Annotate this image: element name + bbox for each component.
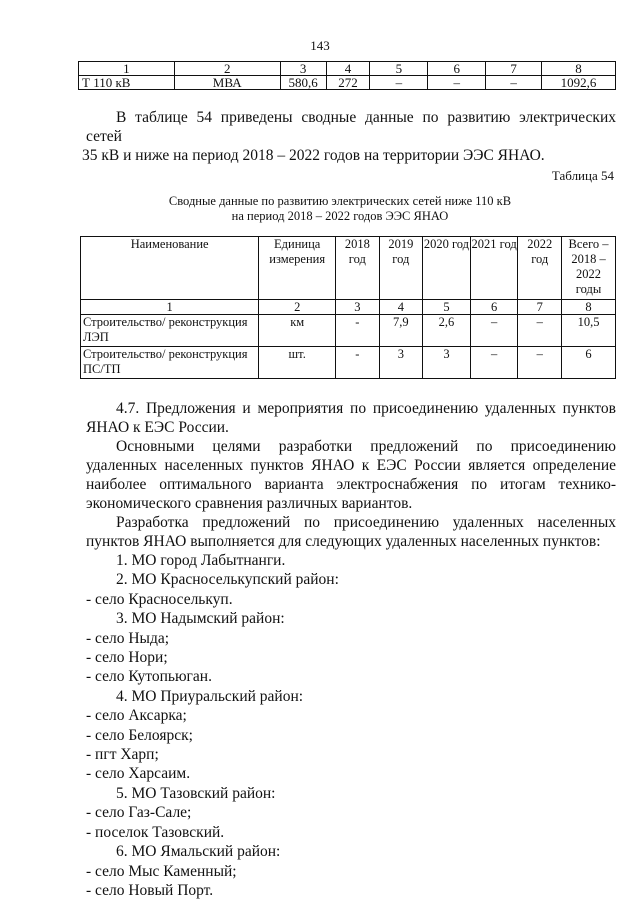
table-header-row	[81, 237, 616, 300]
list-item: - поселок Тазовский.	[86, 823, 225, 841]
table-cell: МВА	[174, 76, 280, 90]
table-cell: 8	[562, 300, 616, 315]
table-cell: 4	[326, 62, 370, 76]
table-cell: -	[336, 347, 380, 379]
table-title-line-2: на период 2018 – 2022 годов ЭЭС ЯНАО	[231, 209, 449, 223]
table-cell: 3	[336, 300, 380, 315]
list-heading-item: 3. МО Надымский район:	[116, 610, 285, 628]
section-heading: 4.7. Предложения и мероприятия по присоединению удаленных пунктов ЯНАО к ЕЭС России.	[86, 400, 616, 436]
table-cell: –	[428, 76, 486, 90]
table-cell: 3	[280, 62, 326, 76]
table-cell: шт.	[259, 347, 336, 379]
table-cell: -	[336, 315, 380, 347]
table-cell: 4	[379, 300, 423, 315]
column-header-2018: 2018 год	[336, 237, 380, 300]
list-heading-item: 4. МО Приуральский район:	[116, 687, 304, 705]
list-item: - пгт Харп;	[86, 746, 159, 764]
list-heading-item: 5. МО Тазовский район:	[116, 784, 276, 802]
intro-paragraph	[82, 108, 616, 165]
table-cell: –	[518, 347, 562, 379]
table-row	[81, 347, 616, 379]
list-heading-item: 1. МО город Лабытнанги.	[116, 552, 286, 569]
column-header-2019: 2019 год	[379, 237, 423, 300]
table-cell: 10,5	[562, 315, 616, 347]
list-item: - село Аксарка;	[86, 707, 187, 725]
table-cell: Т 110 кВ	[79, 76, 175, 90]
list-heading-item: 6. МО Ямальский район:	[116, 843, 281, 861]
continuation-table	[78, 61, 616, 90]
table-cell: км	[259, 315, 336, 347]
table-cell: 3	[379, 347, 423, 379]
column-header-2020: 2020 год	[423, 237, 471, 300]
intro-line-1: В таблице 54 приведены сводные данные по развитию электрических сетей	[86, 109, 616, 145]
list-item: - село Ныда;	[86, 629, 170, 647]
table-cell: 1092,6	[542, 76, 616, 90]
table-cell: 6	[562, 347, 616, 379]
table-cell: 5	[370, 62, 428, 76]
column-number-row	[81, 300, 616, 315]
list-item: - село Мыс Каменный;	[86, 862, 237, 880]
table-cell: 1	[79, 62, 175, 76]
list-item: - село Нори;	[86, 649, 168, 667]
table-cell: 1	[81, 300, 259, 315]
list-item: - село Кутопьюган.	[86, 668, 212, 686]
list-item: - село Харсаим.	[86, 765, 191, 783]
page-number: 143	[310, 38, 330, 53]
main-content	[86, 399, 616, 900]
list-heading-item: 2. МО Красноселькупский район:	[116, 571, 339, 589]
table-cell: 6	[428, 62, 486, 76]
list-item: - село Красноселькуп.	[86, 590, 233, 608]
table-cell: 2	[259, 300, 336, 315]
row-name: Строительство/ реконструкция ПС/ТП	[81, 347, 259, 379]
table-cell: 3	[423, 347, 471, 379]
table-title-line-1: Сводные данные по развитию электрических сетей ниже 110 кВ	[168, 194, 512, 208]
row-name: Строительство/ реконструкция ЛЭП	[81, 315, 259, 347]
table-header-row	[79, 62, 616, 76]
settlement-list	[86, 551, 616, 900]
table-row	[79, 76, 616, 90]
column-header-name: Наименование	[81, 237, 259, 300]
list-item: - село Газ-Сале;	[86, 804, 192, 822]
table-cell: 2	[174, 62, 280, 76]
column-header-2022: 2022 год	[518, 237, 562, 300]
list-item: - село Новый Порт.	[86, 881, 214, 899]
table-cell: –	[470, 347, 518, 379]
table-cell: 7	[486, 62, 542, 76]
table-cell: –	[486, 76, 542, 90]
table-title	[80, 194, 600, 224]
column-header-total: Всего – 2018 – 2022 годы	[562, 237, 616, 300]
table-cell: –	[518, 315, 562, 347]
column-header-2021: 2021 год	[470, 237, 518, 300]
table-row	[81, 315, 616, 347]
table-cell: 7,9	[379, 315, 423, 347]
table-cell: 5	[423, 300, 471, 315]
table-cell: 8	[542, 62, 616, 76]
list-item: - село Белоярск;	[86, 726, 193, 744]
column-header-unit: Единица измерения	[259, 237, 336, 300]
goals-paragraph: Основными целями разработки предложений по присоединению удаленных населенных пунктов ЯНАО к ЕЭС России является определение наиболее оптимального варианта электроснабжения по итогам технико-экономического сравнения различных вариантов.	[86, 438, 616, 512]
list-intro-paragraph: Разработка предложений по присоединению удаленных населенных пунктов ЯНАО выполняется для следующих удаленных населенных пунктов:	[86, 514, 616, 550]
table-cell: –	[470, 315, 518, 347]
table-cell: –	[370, 76, 428, 90]
intro-line-2: 35 кВ и ниже на период 2018 – 2022 годов на территории ЭЭС ЯНАО.	[82, 147, 545, 164]
table-cell: 7	[518, 300, 562, 315]
table-cell: 580,6	[280, 76, 326, 90]
summary-table	[80, 236, 616, 379]
table-cell: 272	[326, 76, 370, 90]
table-label: Таблица 54	[551, 168, 614, 183]
table-cell: 2,6	[423, 315, 471, 347]
table-cell: 6	[470, 300, 518, 315]
